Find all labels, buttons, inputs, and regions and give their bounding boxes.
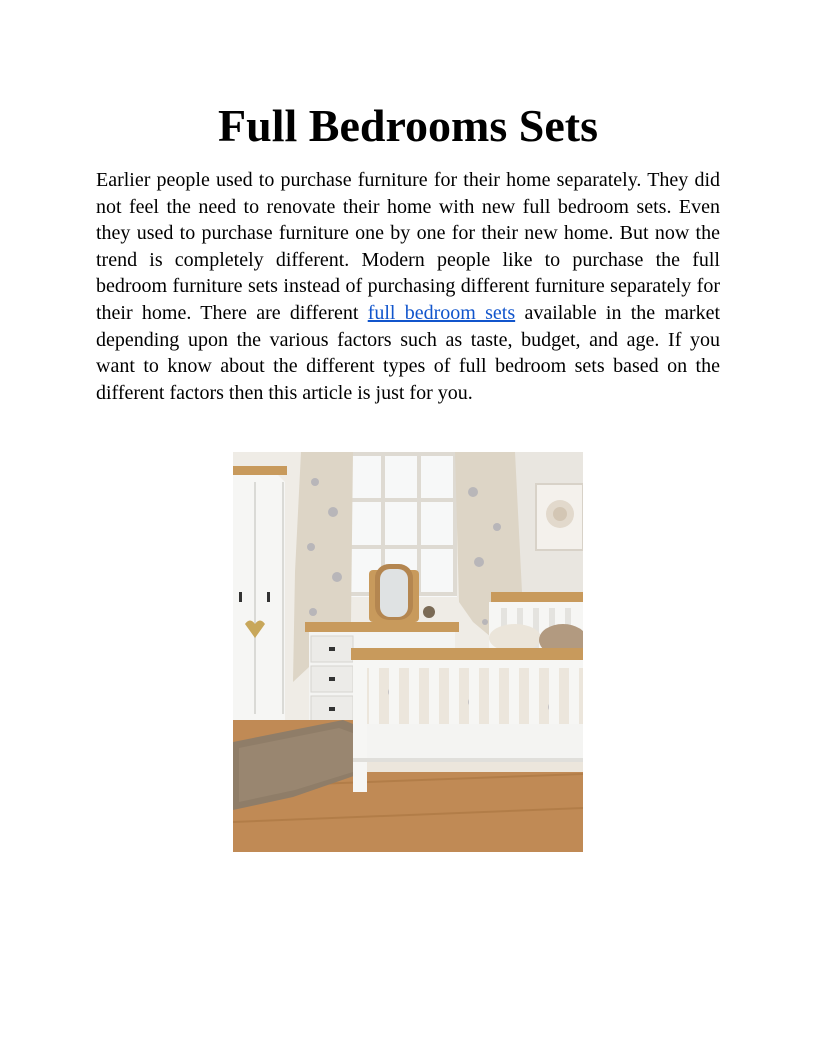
- intro-text-start: Earlier people used to purchase furniture for their home separately. They did not feel the need to renovate their home with new full bedroom sets. Even they used to purchase furniture one by one for their new home. But now the trend is completely different. Modern people like to purchase the full bedroom furniture sets instead of purchasing different furniture separately for their home. There are different: [96, 169, 720, 324]
- intro-paragraph: [96, 167, 720, 406]
- full-bedroom-sets-link[interactable]: full bedroom sets: [367, 301, 516, 324]
- wall-art: [536, 484, 583, 550]
- page-title: Full Bedrooms Sets: [218, 100, 598, 151]
- bedroom-photo: [233, 452, 583, 852]
- intro-text-end: available in the market depending upon the various factors such as taste, budget, and age. If you want to know about the different types of full bedroom sets based on the different factors then this article is just for you.: [96, 301, 720, 404]
- wardrobe: [233, 466, 287, 724]
